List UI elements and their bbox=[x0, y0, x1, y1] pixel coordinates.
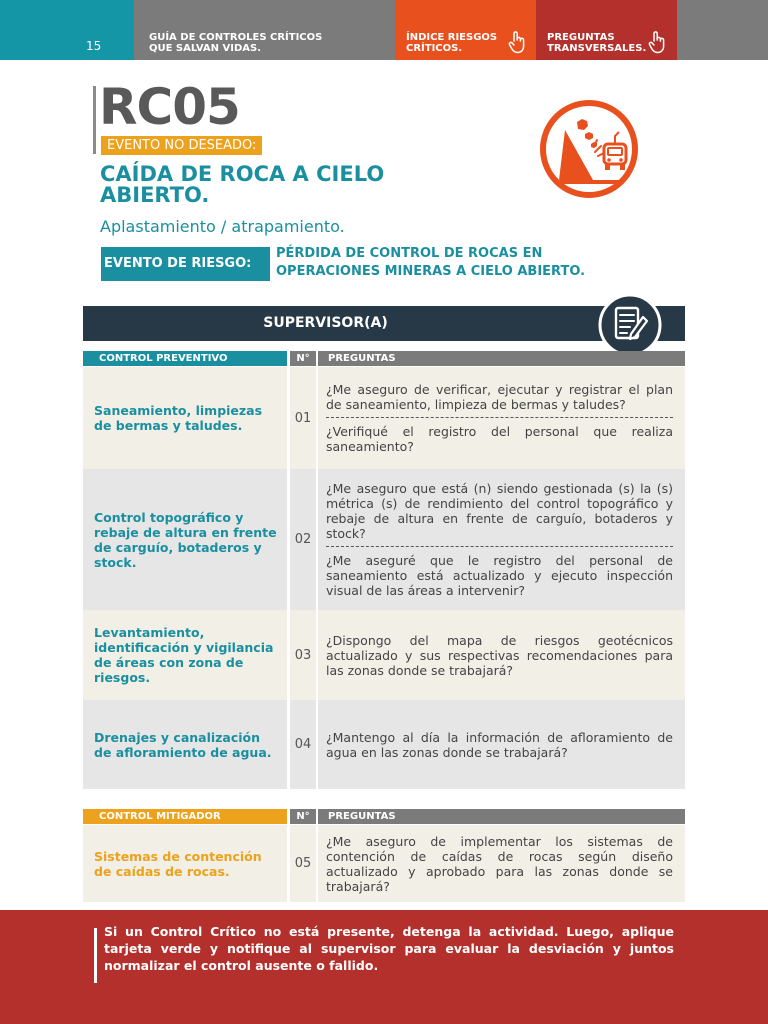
evento-title: CAÍDA DE ROCA A CIELO ABIERTO. bbox=[100, 162, 385, 207]
question: ¿Me aseguro de implementar los sistemas de contención de caídas de rocas según diseño actualizado y aprobado para las zonas donde se trabajará? bbox=[326, 833, 673, 894]
question: ¿Mantengo al día la información de afloramiento de agua en las zonas donde se trabajará? bbox=[326, 729, 673, 760]
question-divider bbox=[326, 417, 673, 418]
guide-title-tab bbox=[134, 0, 395, 60]
control-questions bbox=[318, 700, 685, 789]
top-navigation bbox=[0, 0, 768, 60]
footer-text: Si un Control Crítico no está presente, detenga la actividad. Luego, aplique tarjeta verde y notifique al supervisor para evaluar la desviación y juntos normalizar el control ausente o fallido. bbox=[104, 924, 674, 973]
control-number: 04 bbox=[290, 700, 316, 789]
hand-pointer-icon bbox=[507, 30, 527, 54]
question-divider bbox=[326, 546, 673, 547]
nav-filler bbox=[677, 0, 768, 60]
table-row bbox=[83, 367, 685, 469]
table-row bbox=[83, 825, 685, 902]
indice-riesgos-button[interactable] bbox=[395, 0, 536, 60]
control-name: Levantamiento, identificación y vigilancia de áreas con zona de riesgos. bbox=[83, 610, 287, 700]
evento-riesgo-label: EVENTO DE RIESGO: bbox=[101, 247, 270, 281]
header-control-mitigador: CONTROL MITIGADOR bbox=[83, 809, 287, 824]
page-number-tab bbox=[0, 0, 134, 60]
preguntas-transversales-button[interactable] bbox=[536, 0, 677, 60]
evento-riesgo-text: PÉRDIDA DE CONTROL DE ROCAS EN OPERACIONES MINERAS A CIELO ABIERTO. bbox=[276, 246, 586, 279]
question: ¿Dispongo del mapa de riesgos geotécnicos actualizado y sus respectivas recomendaciones para las zonas donde se trabajará? bbox=[326, 632, 673, 678]
indice-riesgos-label: ÍNDICE RIESGOS CRÍTICOS. bbox=[406, 32, 498, 54]
question: ¿Me aseguro que está (n) siendo gestionada (s) la (s) métrica (s) de rendimiento del control topográfico y rebaje de altura en frente de carguío, botaderos y stock? bbox=[326, 481, 673, 541]
control-questions bbox=[318, 367, 685, 469]
table-header bbox=[83, 351, 685, 367]
control-name: Sistemas de contención de caídas de rocas. bbox=[83, 825, 287, 902]
role-title: SUPERVISOR(A) bbox=[263, 315, 388, 331]
control-questions bbox=[318, 825, 685, 902]
mitigating-control-table bbox=[83, 809, 685, 902]
header-preguntas: PREGUNTAS bbox=[318, 809, 685, 824]
control-questions bbox=[318, 469, 685, 610]
table-header bbox=[83, 809, 685, 825]
control-number: 03 bbox=[290, 610, 316, 700]
header-control-preventivo: CONTROL PREVENTIVO bbox=[83, 351, 287, 366]
header-num: N° bbox=[290, 351, 316, 366]
evento-subtitle: Aplastamiento / atrapamiento. bbox=[100, 217, 345, 236]
page-number: 15 bbox=[86, 39, 102, 53]
question: ¿Me aseguré que le registro del personal de saneamiento está actualizado y ejecuto inspección visual de las áreas a intervenir? bbox=[326, 553, 673, 598]
risk-code: RC05 bbox=[99, 78, 240, 136]
table-row bbox=[83, 610, 685, 700]
table-row bbox=[83, 700, 685, 789]
control-name: Control topográfico y rebaje de altura en frente de carguío, botaderos y stock. bbox=[83, 469, 287, 610]
header-num: N° bbox=[290, 809, 316, 824]
control-number: 01 bbox=[290, 367, 316, 469]
control-name: Saneamiento, limpiezas de bermas y taludes. bbox=[83, 367, 287, 469]
control-number: 05 bbox=[290, 825, 316, 902]
control-number: 02 bbox=[290, 469, 316, 610]
rockfall-truck-icon bbox=[535, 100, 643, 198]
header-accent-line bbox=[93, 86, 96, 154]
question: ¿Verifiqué el registro del personal que realiza saneamiento? bbox=[326, 424, 673, 454]
question: ¿Me aseguro de verificar, ejecutar y registrar el plan de saneamiento, limpieza de bermas y taludes? bbox=[326, 382, 673, 412]
control-name: Drenajes y canalización de afloramiento de agua. bbox=[83, 700, 287, 789]
header-preguntas: PREGUNTAS bbox=[318, 351, 685, 366]
table-row bbox=[83, 469, 685, 610]
evento-no-deseado-label: EVENTO NO DESEADO: bbox=[101, 136, 262, 155]
guide-title: GUÍA DE CONTROLES CRÍTICOS QUE SALVAN VIDAS. bbox=[149, 32, 323, 54]
stop-work-notice bbox=[0, 910, 768, 1024]
checklist-pen-icon bbox=[594, 293, 666, 357]
control-questions bbox=[318, 610, 685, 700]
preguntas-transversales-label: PREGUNTAS TRANSVERSALES. bbox=[547, 32, 647, 54]
preventive-control-table bbox=[83, 351, 685, 789]
hand-pointer-icon bbox=[647, 30, 667, 54]
footer-accent-line bbox=[94, 928, 97, 983]
